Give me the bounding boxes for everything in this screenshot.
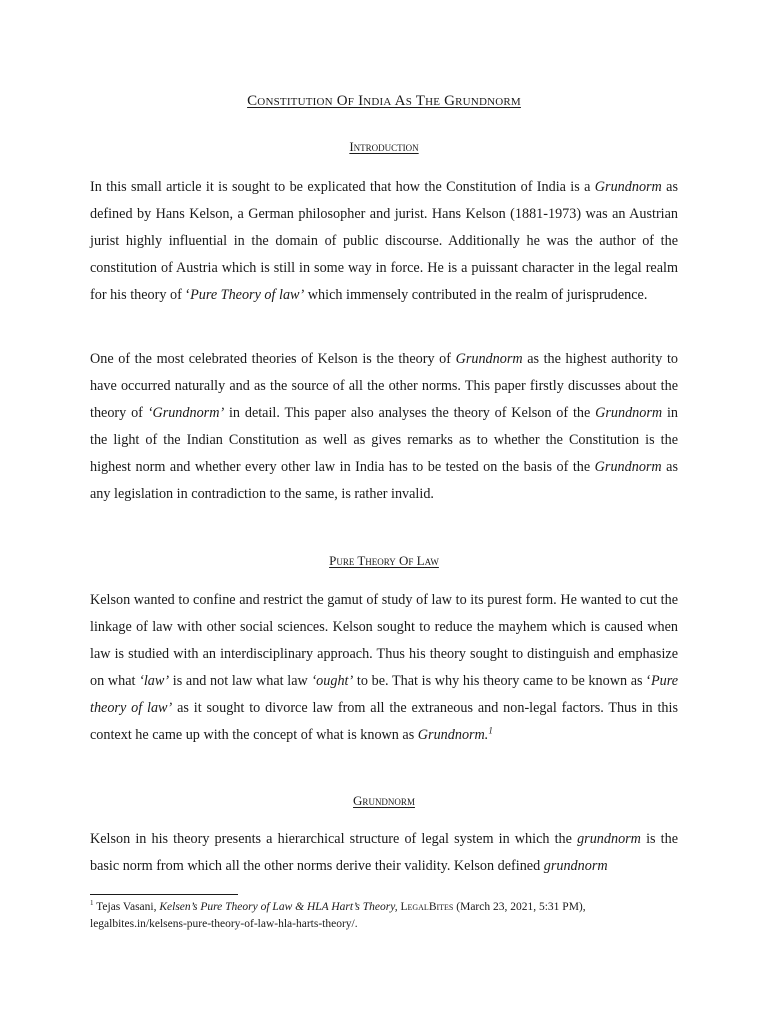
footnote: $^1$ Tejas Vasani, Kelsen’s Pure Theory of Law & HLA Hart’s Theory, LegalBites (March 23, 2021, 5:31 PM), legalbites.in/kelsens-pure-theory-of-law-hla-harts-theory/. [90, 899, 586, 930]
section-heading-introduction: Introduction [349, 139, 419, 154]
footnote-url[interactable]: legalbites.in/kelsens-pure-theory-of-law-hla-harts-theory/. [90, 918, 358, 930]
paragraph-grundnorm-1: Kelson in his theory presents a hierarchical structure of legal system in which the grundnorm is the basic norm from which all the other norms derive their validity. Kelson defined grundnorm [90, 831, 678, 874]
paragraph-introduction-2: One of the most celebrated theories of Kelson is the theory of Grundnorm as the highest authority to have occurred naturally and as the source of all the other norms. This paper firstly discusses about the theory of ‘Grundnorm’ in detail. This paper also analyses the theory of Kelson of the Grundnorm in the light of the Indian Constitution as well as gives remarks as to whether the Constitution is the highest norm and whether every other law in India has to be tested on the basis of the Grundnorm as any legislation in contradiction to the same, is rather invalid. [90, 351, 678, 502]
paragraph-pure-theory-1: Kelson wanted to confine and restrict the gamut of study of law to its purest form. He wanted to cut the linkage of law with other social sciences. Kelson sought to reduce the mayhem which is caused when law is studied with an interdisciplinary approach. Thus his theory sought to distinguish and emphasize on what ‘law’ is and not law what law ‘ought’ to be. That is why his theory came to be known as ‘Pure theory of law’ as it sought to divorce law from all the extraneous and non-legal factors. Thus in this context he came up with the concept of what is known as Grundnorm.$^1$ [90, 592, 678, 743]
section-heading-grundnorm: Grundnorm [353, 793, 415, 808]
footnote-number: 1 [90, 899, 94, 908]
paragraph-introduction-1: In this small article it is sought to be explicated that how the Constitution of India is a Grundnorm as defined by Hans Kelson, a German philosopher and jurist. Hans Kelson (1881-1973) was an Austrian jurist highly influential in the domain of public discourse. Additionally he was the author of the constitution of Austria which is still in some way in force. He is a puissant character in the legal realm for his theory of ‘Pure Theory of law’ which immensely contributed in the realm of jurisprudence. [90, 179, 678, 303]
footnote-divider [90, 894, 238, 895]
footnote-publisher: LegalBites [400, 901, 454, 913]
page-title: Constitution Of India As The Grundnorm [247, 93, 521, 109]
section-heading-pure-theory: Pure Theory Of Law [329, 553, 439, 568]
footnote-reference[interactable]: 1 [488, 725, 493, 736]
